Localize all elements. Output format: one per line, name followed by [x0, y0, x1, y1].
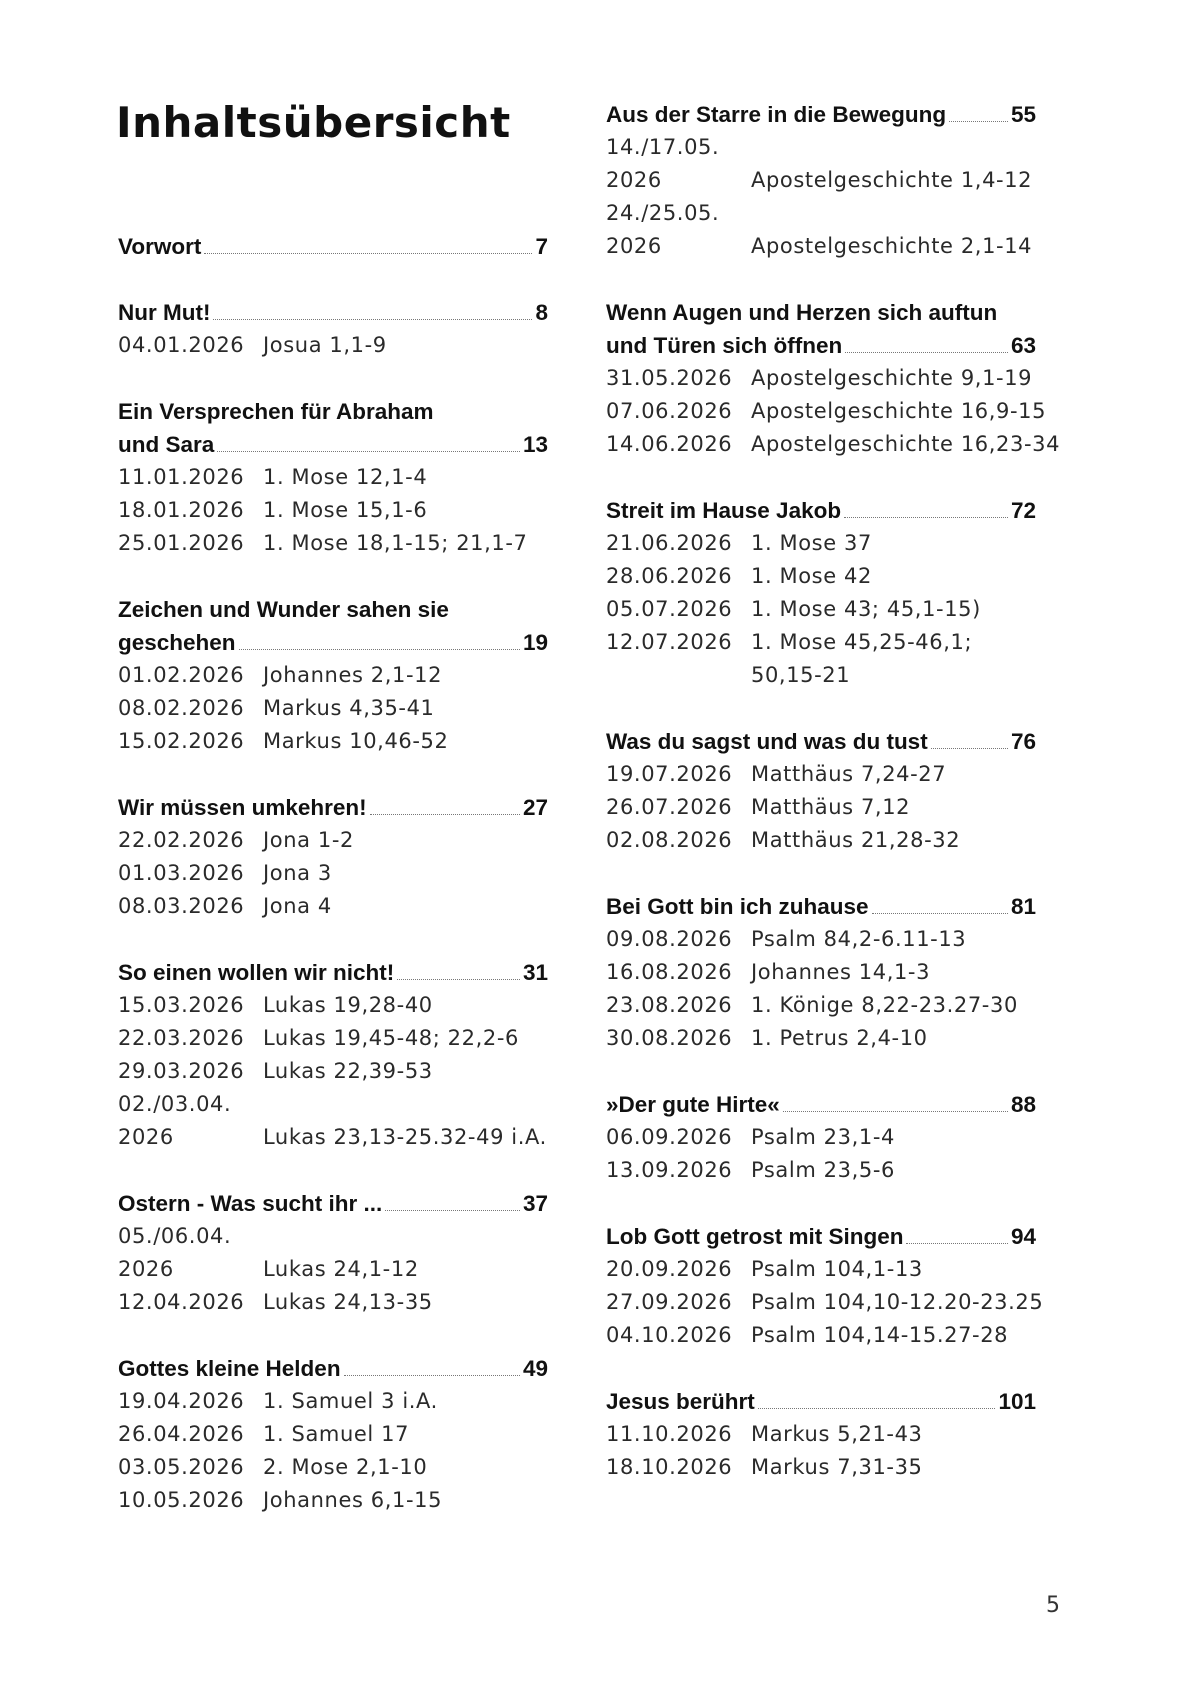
entry-date: 09.08.2026 — [606, 927, 733, 951]
section-title: Was du sagst und was du tust — [606, 729, 928, 754]
section-heading[interactable] — [118, 626, 548, 659]
toc-left-column — [118, 230, 548, 1550]
entry-reference: Apostelgeschichte 9,1-19 — [751, 366, 1033, 390]
entry-date: 14./17.05. — [606, 135, 720, 159]
section-heading[interactable] — [118, 428, 548, 461]
section-title: und Sara — [118, 432, 215, 457]
toc-entry — [606, 593, 1036, 626]
entry-date: 05./06.04. — [118, 1224, 232, 1248]
dot-leader — [204, 253, 532, 254]
section-title: »Der gute Hirte« — [606, 1092, 780, 1117]
toc-right-column — [606, 98, 1061, 1517]
toc-section — [606, 1385, 1036, 1484]
section-page-number: 101 — [998, 1389, 1036, 1414]
section-title: Gottes kleine Helden — [118, 1356, 341, 1381]
toc-entry — [606, 956, 1036, 989]
section-page-number: 94 — [1010, 1224, 1036, 1249]
section-heading[interactable] — [118, 956, 548, 989]
entry-reference: Psalm 84,2-6.11-13 — [751, 927, 967, 951]
toc-section — [118, 395, 548, 560]
toc-entry — [118, 329, 548, 362]
entry-reference: Markus 5,21-43 — [751, 1422, 923, 1446]
entry-reference: Josua 1,1-9 — [263, 333, 387, 357]
section-heading[interactable] — [118, 1187, 548, 1220]
dot-leader — [758, 1408, 996, 1409]
entry-date: 2026 — [118, 1257, 174, 1281]
entry-date: 27.09.2026 — [606, 1290, 733, 1314]
entry-reference: Matthäus 21,28-32 — [751, 828, 961, 852]
entry-date: 20.09.2026 — [606, 1257, 733, 1281]
entry-reference: Matthäus 7,24-27 — [751, 762, 947, 786]
section-heading[interactable] — [606, 1220, 1036, 1253]
dot-leader — [397, 979, 520, 980]
entry-date: 11.10.2026 — [606, 1422, 733, 1446]
entry-date: 15.03.2026 — [118, 993, 245, 1017]
entry-reference: Johannes 2,1-12 — [263, 663, 443, 687]
entry-reference: 1. Mose 12,1-4 — [263, 465, 428, 489]
toc-entry — [118, 824, 548, 857]
toc-entry — [606, 626, 1036, 659]
toc-entry — [606, 923, 1036, 956]
entry-reference: 1. Samuel 3 i.A. — [263, 1389, 438, 1413]
toc-section — [118, 956, 548, 1154]
section-page-number: 88 — [1010, 1092, 1036, 1117]
entry-date: 06.09.2026 — [606, 1125, 733, 1149]
toc-section — [118, 296, 548, 362]
toc-section — [606, 1088, 1036, 1187]
toc-section — [606, 1220, 1044, 1352]
toc-entry — [118, 890, 548, 923]
toc-entry — [118, 857, 548, 890]
dot-leader — [783, 1111, 1008, 1112]
toc-entry — [606, 1121, 1036, 1154]
toc-entry — [606, 1022, 1036, 1055]
section-title: Streit im Hause Jakob — [606, 498, 842, 523]
section-title-line: Wenn Augen und Herzen sich auftun — [606, 300, 998, 325]
dot-leader — [906, 1243, 1007, 1244]
dot-leader — [217, 451, 520, 452]
entry-date: 10.05.2026 — [118, 1488, 245, 1512]
entry-date: 2026 — [606, 234, 662, 258]
toc-entry — [118, 1385, 548, 1418]
entry-date: 07.06.2026 — [606, 399, 733, 423]
section-page-number: 19 — [522, 630, 548, 655]
toc-entry — [606, 560, 1036, 593]
toc-entry — [606, 824, 1036, 857]
entry-reference: Apostelgeschichte 2,1-14 — [751, 234, 1033, 258]
entry-date: 19.07.2026 — [606, 762, 733, 786]
toc-section — [118, 593, 548, 758]
entry-reference: Psalm 23,1-4 — [751, 1125, 895, 1149]
toc-entry — [118, 1451, 548, 1484]
toc-entry — [118, 1022, 548, 1055]
entry-reference: Jona 3 — [263, 861, 332, 885]
entry-reference: Markus 10,46-52 — [263, 729, 449, 753]
section-heading[interactable] — [118, 230, 548, 263]
section-heading[interactable] — [606, 98, 1036, 131]
page-number: 5 — [1046, 1593, 1060, 1618]
section-page-number: 7 — [535, 234, 548, 259]
dot-leader — [370, 814, 520, 815]
entry-date: 03.05.2026 — [118, 1455, 245, 1479]
section-heading[interactable] — [118, 1352, 548, 1385]
toc-section — [118, 791, 548, 923]
toc-entry — [606, 758, 1036, 791]
section-page-number: 55 — [1010, 102, 1036, 127]
entry-date: 21.06.2026 — [606, 531, 733, 555]
section-title: geschehen — [118, 630, 236, 655]
entry-reference: Markus 4,35-41 — [263, 696, 435, 720]
entry-date: 12.07.2026 — [606, 630, 733, 654]
entry-reference: Apostelgeschichte 16,23-34 — [751, 432, 1061, 456]
entry-date: 22.02.2026 — [118, 828, 245, 852]
toc-entry — [118, 1484, 548, 1517]
toc-section — [118, 230, 548, 263]
entry-reference: 1. Mose 42 — [751, 564, 872, 588]
entry-date: 25.01.2026 — [118, 531, 245, 555]
toc-section — [118, 1187, 548, 1319]
section-title: Vorwort — [118, 234, 202, 259]
section-page-number: 49 — [522, 1356, 548, 1381]
entry-reference: Johannes 14,1-3 — [751, 960, 931, 984]
entry-date: 05.07.2026 — [606, 597, 733, 621]
toc-section — [606, 725, 1036, 857]
section-page-number: 63 — [1010, 333, 1036, 358]
toc-entry — [606, 131, 1036, 164]
toc-section — [118, 1352, 548, 1517]
section-heading[interactable] — [606, 890, 1036, 923]
entry-reference: Jona 1-2 — [263, 828, 354, 852]
toc-entry — [118, 1253, 548, 1286]
entry-reference: 50,15-21 — [751, 663, 851, 687]
toc-entry — [118, 494, 548, 527]
entry-reference: Lukas 22,39-53 — [263, 1059, 433, 1083]
toc-entry — [118, 527, 548, 560]
toc-entry — [606, 395, 1047, 428]
toc-entry — [606, 164, 1036, 197]
entry-date: 24./25.05. — [606, 201, 720, 225]
toc-entry — [118, 1055, 548, 1088]
entry-reference: 1. Mose 37 — [751, 531, 872, 555]
dot-leader — [344, 1375, 520, 1376]
entry-date: 26.04.2026 — [118, 1422, 245, 1446]
toc-entry — [606, 230, 1036, 263]
dot-leader — [872, 913, 1008, 914]
dot-leader — [949, 121, 1008, 122]
section-title: Nur Mut! — [118, 300, 211, 325]
section-title: Lob Gott getrost mit Singen — [606, 1224, 904, 1249]
entry-reference: Lukas 24,13-35 — [263, 1290, 433, 1314]
section-heading[interactable] — [606, 329, 1036, 362]
dot-leader — [239, 649, 520, 650]
toc-entry — [606, 527, 1036, 560]
entry-reference: 1. Samuel 17 — [263, 1422, 410, 1446]
entry-reference: Johannes 6,1-15 — [263, 1488, 443, 1512]
entry-reference: 1. Mose 15,1-6 — [263, 498, 428, 522]
dot-leader — [385, 1210, 520, 1211]
toc-entry — [118, 1088, 548, 1121]
section-heading[interactable] — [118, 296, 548, 329]
entry-date: 04.10.2026 — [606, 1323, 733, 1347]
toc-entry — [118, 659, 548, 692]
entry-date: 22.03.2026 — [118, 1026, 245, 1050]
toc-entry — [118, 1418, 548, 1451]
toc-entry — [118, 692, 548, 725]
entry-date: 15.02.2026 — [118, 729, 245, 753]
entry-reference: Psalm 23,5-6 — [751, 1158, 895, 1182]
entry-date — [606, 659, 751, 692]
entry-date: 16.08.2026 — [606, 960, 733, 984]
entry-reference: Lukas 19,45-48; 22,2-6 — [263, 1026, 519, 1050]
entry-date: 01.02.2026 — [118, 663, 245, 687]
toc-entry — [606, 197, 1036, 230]
toc-entry — [118, 1220, 548, 1253]
toc-entry — [606, 1286, 1044, 1319]
entry-reference: 1. Petrus 2,4-10 — [751, 1026, 928, 1050]
toc-entry — [118, 725, 548, 758]
toc-entry — [606, 362, 1036, 395]
toc-entry — [118, 1286, 548, 1319]
toc-section — [606, 494, 1036, 692]
entry-date: 18.10.2026 — [606, 1455, 733, 1479]
entry-date: 08.02.2026 — [118, 696, 245, 720]
entry-date: 04.01.2026 — [118, 333, 245, 357]
section-page-number: 13 — [522, 432, 548, 457]
section-title: Wir müssen umkehren! — [118, 795, 367, 820]
entry-reference: Markus 7,31-35 — [751, 1455, 923, 1479]
section-title-line: Zeichen und Wunder sahen sie — [118, 597, 449, 622]
entry-date: 11.01.2026 — [118, 465, 245, 489]
entry-date: 19.04.2026 — [118, 1389, 245, 1413]
toc-entry — [606, 989, 1036, 1022]
entry-reference: 1. Mose 18,1-15; 21,1-7 — [263, 531, 528, 555]
toc-entry — [606, 1154, 1036, 1187]
toc-entry — [606, 659, 1036, 692]
entry-date: 31.05.2026 — [606, 366, 733, 390]
entry-date: 02.08.2026 — [606, 828, 733, 852]
toc-entry — [118, 461, 548, 494]
section-page-number: 72 — [1010, 498, 1036, 523]
section-page-number: 27 — [522, 795, 548, 820]
section-heading[interactable] — [606, 1385, 1036, 1418]
entry-date: 02./03.04. — [118, 1092, 232, 1116]
toc-section — [606, 98, 1036, 263]
entry-date: 30.08.2026 — [606, 1026, 733, 1050]
toc-entry — [606, 428, 1061, 461]
entry-reference: Psalm 104,14-15.27-28 — [751, 1323, 1009, 1347]
section-heading[interactable] — [118, 791, 548, 824]
entry-date: 2026 — [606, 168, 662, 192]
entry-date: 13.09.2026 — [606, 1158, 733, 1182]
entry-reference: Jona 4 — [263, 894, 332, 918]
entry-reference: Psalm 104,1-13 — [751, 1257, 923, 1281]
section-heading[interactable] — [606, 1088, 1036, 1121]
entry-date: 12.04.2026 — [118, 1290, 245, 1314]
entry-date: 14.06.2026 — [606, 432, 733, 456]
entry-reference: Lukas 23,13-25.32-49 i.A. — [263, 1125, 547, 1149]
section-title: So einen wollen wir nicht! — [118, 960, 395, 985]
section-page-number: 37 — [522, 1191, 548, 1216]
entry-reference: Apostelgeschichte 16,9-15 — [751, 399, 1047, 423]
entry-reference: 1. Mose 45,25-46,1; — [751, 630, 973, 654]
entry-reference: Lukas 24,1-12 — [263, 1257, 419, 1281]
dot-leader — [845, 352, 1008, 353]
entry-date: 26.07.2026 — [606, 795, 733, 819]
toc-entry — [606, 791, 1036, 824]
dot-leader — [931, 748, 1008, 749]
entry-reference: 2. Mose 2,1-10 — [263, 1455, 428, 1479]
toc-entry — [606, 1253, 1036, 1286]
entry-reference: Lukas 19,28-40 — [263, 993, 433, 1017]
toc-entry — [606, 1319, 1036, 1352]
entry-date: 08.03.2026 — [118, 894, 245, 918]
entry-reference: Apostelgeschichte 1,4-12 — [751, 168, 1033, 192]
section-title: Bei Gott bin ich zuhause — [606, 894, 869, 919]
entry-date: 2026 — [118, 1125, 174, 1149]
entry-date: 01.03.2026 — [118, 861, 245, 885]
section-page-number: 8 — [535, 300, 548, 325]
section-title: und Türen sich öffnen — [606, 333, 843, 358]
entry-date: 23.08.2026 — [606, 993, 733, 1017]
section-title: Ostern - Was sucht ihr ... — [118, 1191, 383, 1216]
entry-reference: Psalm 104,10-12.20-23.25 — [751, 1290, 1044, 1314]
entry-date: 28.06.2026 — [606, 564, 733, 588]
toc-entry — [118, 1121, 548, 1154]
entry-date: 18.01.2026 — [118, 498, 245, 522]
toc-section — [606, 890, 1036, 1055]
entry-date: 29.03.2026 — [118, 1059, 245, 1083]
section-title: Jesus berührt — [606, 1389, 755, 1414]
dot-leader — [844, 517, 1008, 518]
page-title: Inhaltsübersicht — [116, 98, 511, 147]
section-title: Aus der Starre in die Bewegung — [606, 102, 947, 127]
entry-reference: Matthäus 7,12 — [751, 795, 911, 819]
section-heading[interactable] — [606, 494, 1036, 527]
toc-section — [606, 296, 1061, 461]
entry-reference: 1. Mose 43; 45,1-15) — [751, 597, 981, 621]
section-page-number: 76 — [1010, 729, 1036, 754]
toc-entry — [118, 989, 548, 1022]
section-heading[interactable] — [606, 725, 1036, 758]
toc-entry — [606, 1451, 1036, 1484]
section-title-line: Ein Versprechen für Abraham — [118, 399, 434, 424]
entry-reference: 1. Könige 8,22-23.27-30 — [751, 993, 1018, 1017]
section-page-number: 81 — [1010, 894, 1036, 919]
toc-entry — [606, 1418, 1036, 1451]
section-page-number: 31 — [522, 960, 548, 985]
dot-leader — [213, 319, 532, 320]
